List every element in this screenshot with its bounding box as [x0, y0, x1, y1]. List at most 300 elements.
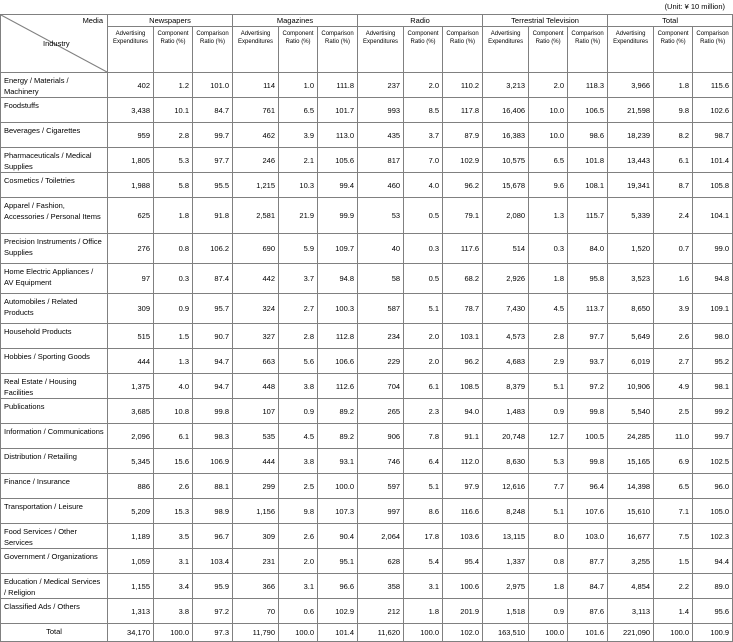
- value-cell: 16,383: [483, 123, 529, 148]
- value-cell: 87.7: [568, 549, 608, 574]
- value-cell: 94.4: [693, 549, 733, 574]
- value-cell: 3.1: [404, 574, 443, 599]
- subheader-expenditures: Advertising Expenditures: [358, 27, 404, 73]
- value-cell: 2,581: [233, 198, 279, 234]
- value-cell: 97.7: [193, 148, 233, 173]
- value-cell: 6.1: [654, 148, 693, 173]
- value-cell: 99.8: [568, 399, 608, 424]
- value-cell: 95.2: [693, 349, 733, 374]
- value-cell: 109.7: [318, 234, 358, 264]
- value-cell: 6.5: [654, 474, 693, 499]
- industry-cell: Classified Ads / Others: [1, 599, 108, 624]
- table-row: [1, 123, 733, 148]
- value-cell: 10.1: [154, 98, 193, 123]
- value-cell: 1.8: [529, 574, 568, 599]
- value-cell: 12.7: [529, 424, 568, 449]
- value-cell: 96.2: [443, 173, 483, 198]
- value-cell: 105.6: [318, 148, 358, 173]
- value-cell: 309: [108, 294, 154, 324]
- value-cell: 95.6: [693, 599, 733, 624]
- value-cell: 2.1: [279, 148, 318, 173]
- value-cell: 15,165: [608, 449, 654, 474]
- corner-header-cell: [1, 15, 108, 73]
- total-value-cell: 100.0: [279, 624, 318, 642]
- value-cell: 4,683: [483, 349, 529, 374]
- value-cell: 105.8: [693, 173, 733, 198]
- value-cell: 21.9: [279, 198, 318, 234]
- value-cell: 94.8: [318, 264, 358, 294]
- value-cell: 9.8: [654, 98, 693, 123]
- value-cell: 58: [358, 264, 404, 294]
- value-cell: 99.2: [693, 399, 733, 424]
- value-cell: 2.7: [654, 349, 693, 374]
- value-cell: 514: [483, 234, 529, 264]
- value-cell: 88.1: [193, 474, 233, 499]
- total-value-cell: 101.4: [318, 624, 358, 642]
- value-cell: 997: [358, 499, 404, 524]
- value-cell: 3.9: [279, 123, 318, 148]
- value-cell: 1,375: [108, 374, 154, 399]
- value-cell: 96.6: [318, 574, 358, 599]
- value-cell: 4.5: [529, 294, 568, 324]
- value-cell: 15,678: [483, 173, 529, 198]
- industry-cell: Foodstuffs: [1, 98, 108, 123]
- value-cell: 2.0: [404, 324, 443, 349]
- value-cell: 324: [233, 294, 279, 324]
- industry-cell: Home Electric Appliances / AV Equipment: [1, 264, 108, 294]
- value-cell: 2.5: [654, 399, 693, 424]
- value-cell: 95.1: [318, 549, 358, 574]
- value-cell: 435: [358, 123, 404, 148]
- table-row: [1, 599, 733, 624]
- value-cell: 212: [358, 599, 404, 624]
- industry-cell: Real Estate / Housing Facilities: [1, 374, 108, 399]
- subheader-comparison-ratio: Comparison Ratio (%): [443, 27, 483, 73]
- value-cell: 746: [358, 449, 404, 474]
- value-cell: 87.9: [443, 123, 483, 148]
- value-cell: 107.3: [318, 499, 358, 524]
- value-cell: 448: [233, 374, 279, 399]
- value-cell: 99.4: [318, 173, 358, 198]
- value-cell: 5.1: [529, 499, 568, 524]
- value-cell: 231: [233, 549, 279, 574]
- value-cell: 108.5: [443, 374, 483, 399]
- value-cell: 101.8: [568, 148, 608, 173]
- value-cell: 5.4: [404, 549, 443, 574]
- value-cell: 7.0: [404, 148, 443, 173]
- value-cell: 442: [233, 264, 279, 294]
- value-cell: 309: [233, 524, 279, 549]
- value-cell: 17.8: [404, 524, 443, 549]
- industry-cell: Education / Medical Services / Religion: [1, 574, 108, 599]
- industry-cell: Food Services / Other Services: [1, 524, 108, 549]
- value-cell: 109.1: [693, 294, 733, 324]
- value-cell: 13,115: [483, 524, 529, 549]
- value-cell: 0.8: [154, 234, 193, 264]
- value-cell: 99.0: [693, 234, 733, 264]
- value-cell: 2,064: [358, 524, 404, 549]
- value-cell: 1.8: [529, 264, 568, 294]
- value-cell: 3,255: [608, 549, 654, 574]
- value-cell: 1,520: [608, 234, 654, 264]
- value-cell: 96.4: [568, 474, 608, 499]
- industry-cell: Distribution / Retailing: [1, 449, 108, 474]
- total-value-cell: 100.0: [529, 624, 568, 642]
- value-cell: 276: [108, 234, 154, 264]
- value-cell: 106.5: [568, 98, 608, 123]
- value-cell: 95.5: [193, 173, 233, 198]
- table-row: [1, 234, 733, 264]
- industry-cell: Government / Organizations: [1, 549, 108, 574]
- value-cell: 10.8: [154, 399, 193, 424]
- value-cell: 1,313: [108, 599, 154, 624]
- value-cell: 761: [233, 98, 279, 123]
- value-cell: 5.8: [154, 173, 193, 198]
- value-cell: 10.0: [529, 98, 568, 123]
- value-cell: 101.4: [693, 148, 733, 173]
- value-cell: 8.2: [654, 123, 693, 148]
- value-cell: 0.9: [529, 599, 568, 624]
- industry-cell: Finance / Insurance: [1, 474, 108, 499]
- value-cell: 5,209: [108, 499, 154, 524]
- value-cell: 3,438: [108, 98, 154, 123]
- value-cell: 2,096: [108, 424, 154, 449]
- corner-media-label: Media: [82, 16, 103, 25]
- value-cell: 2.6: [154, 474, 193, 499]
- value-cell: 40: [358, 234, 404, 264]
- value-cell: 8.0: [529, 524, 568, 549]
- value-cell: 2.2: [654, 574, 693, 599]
- value-cell: 99.8: [193, 399, 233, 424]
- value-cell: 5.1: [404, 474, 443, 499]
- value-cell: 106.2: [193, 234, 233, 264]
- value-cell: 1,518: [483, 599, 529, 624]
- value-cell: 690: [233, 234, 279, 264]
- value-cell: 2.9: [529, 349, 568, 374]
- value-cell: 4.0: [154, 374, 193, 399]
- value-cell: 0.3: [529, 234, 568, 264]
- value-cell: 97.2: [193, 599, 233, 624]
- value-cell: 98.0: [693, 324, 733, 349]
- value-cell: 96.7: [193, 524, 233, 549]
- value-cell: 97: [108, 264, 154, 294]
- value-cell: 15,610: [608, 499, 654, 524]
- value-cell: 460: [358, 173, 404, 198]
- subheader-comparison-ratio: Comparison Ratio (%): [568, 27, 608, 73]
- value-cell: 327: [233, 324, 279, 349]
- value-cell: 21,598: [608, 98, 654, 123]
- industry-cell: Automobiles / Related Products: [1, 294, 108, 324]
- value-cell: 100.3: [318, 294, 358, 324]
- value-cell: 7.7: [529, 474, 568, 499]
- value-cell: 0.9: [529, 399, 568, 424]
- value-cell: 201.9: [443, 599, 483, 624]
- table-row: [1, 349, 733, 374]
- value-cell: 4,854: [608, 574, 654, 599]
- value-cell: 110.2: [443, 73, 483, 98]
- value-cell: 6.1: [154, 424, 193, 449]
- value-cell: 6.5: [529, 148, 568, 173]
- value-cell: 2.6: [654, 324, 693, 349]
- value-cell: 90.7: [193, 324, 233, 349]
- value-cell: 817: [358, 148, 404, 173]
- table-row: [1, 474, 733, 499]
- total-value-cell: 11,790: [233, 624, 279, 642]
- table-row: [1, 294, 733, 324]
- value-cell: 444: [233, 449, 279, 474]
- value-cell: 0.8: [529, 549, 568, 574]
- value-cell: 0.9: [154, 294, 193, 324]
- value-cell: 265: [358, 399, 404, 424]
- value-cell: 2.0: [529, 73, 568, 98]
- value-cell: 98.3: [193, 424, 233, 449]
- value-cell: 10.0: [529, 123, 568, 148]
- value-cell: 8.7: [654, 173, 693, 198]
- total-value-cell: 102.0: [443, 624, 483, 642]
- value-cell: 18,239: [608, 123, 654, 148]
- value-cell: 10.3: [279, 173, 318, 198]
- value-cell: 93.1: [318, 449, 358, 474]
- value-cell: 1.6: [654, 264, 693, 294]
- value-cell: 84.7: [193, 98, 233, 123]
- value-cell: 96.2: [443, 349, 483, 374]
- value-cell: 91.8: [193, 198, 233, 234]
- value-cell: 3.7: [404, 123, 443, 148]
- value-cell: 98.9: [193, 499, 233, 524]
- value-cell: 0.6: [279, 599, 318, 624]
- value-cell: 663: [233, 349, 279, 374]
- value-cell: 94.7: [193, 374, 233, 399]
- value-cell: 8.5: [404, 98, 443, 123]
- subheader-row: [1, 27, 733, 73]
- value-cell: 99.9: [318, 198, 358, 234]
- industry-cell: Hobbies / Sporting Goods: [1, 349, 108, 374]
- table-row: [1, 399, 733, 424]
- value-cell: 3,966: [608, 73, 654, 98]
- subheader-component-ratio: Component Ratio (%): [529, 27, 568, 73]
- value-cell: 91.1: [443, 424, 483, 449]
- value-cell: 89.0: [693, 574, 733, 599]
- industry-cell: Pharmaceuticals / Medical Supplies: [1, 148, 108, 173]
- value-cell: 89.2: [318, 424, 358, 449]
- value-cell: 5.3: [154, 148, 193, 173]
- value-cell: 10,575: [483, 148, 529, 173]
- industry-cell: Information / Communications: [1, 424, 108, 449]
- total-value-cell: 11,620: [358, 624, 404, 642]
- subheader-expenditures: Advertising Expenditures: [108, 27, 154, 73]
- industry-cell: Transportation / Leisure: [1, 499, 108, 524]
- value-cell: 103.0: [568, 524, 608, 549]
- value-cell: 8,379: [483, 374, 529, 399]
- value-cell: 444: [108, 349, 154, 374]
- value-cell: 102.9: [443, 148, 483, 173]
- media-header-newspapers: Newspapers: [108, 15, 233, 27]
- value-cell: 16,677: [608, 524, 654, 549]
- value-cell: 3.7: [279, 264, 318, 294]
- value-cell: 515: [108, 324, 154, 349]
- table-row: [1, 449, 733, 474]
- value-cell: 6.4: [404, 449, 443, 474]
- value-cell: 234: [358, 324, 404, 349]
- value-cell: 6,019: [608, 349, 654, 374]
- value-cell: 2.0: [404, 73, 443, 98]
- value-cell: 1.5: [654, 549, 693, 574]
- table-row: [1, 549, 733, 574]
- value-cell: 113.7: [568, 294, 608, 324]
- value-cell: 1,059: [108, 549, 154, 574]
- industry-cell: Cosmetics / Toiletries: [1, 173, 108, 198]
- value-cell: 89.2: [318, 399, 358, 424]
- value-cell: 79.1: [443, 198, 483, 234]
- value-cell: 9.8: [279, 499, 318, 524]
- value-cell: 95.4: [443, 549, 483, 574]
- value-cell: 115.6: [693, 73, 733, 98]
- industry-cell: Energy / Materials / Machinery: [1, 73, 108, 98]
- value-cell: 4.5: [279, 424, 318, 449]
- industry-cell: Household Products: [1, 324, 108, 349]
- value-cell: 1,805: [108, 148, 154, 173]
- value-cell: 597: [358, 474, 404, 499]
- value-cell: 5.9: [279, 234, 318, 264]
- value-cell: 98.1: [693, 374, 733, 399]
- value-cell: 1,215: [233, 173, 279, 198]
- total-row: [1, 624, 733, 642]
- value-cell: 2.5: [279, 474, 318, 499]
- value-cell: 115.7: [568, 198, 608, 234]
- value-cell: 1.5: [154, 324, 193, 349]
- value-cell: 3.8: [279, 449, 318, 474]
- value-cell: 90.4: [318, 524, 358, 549]
- value-cell: 246: [233, 148, 279, 173]
- value-cell: 96.0: [693, 474, 733, 499]
- value-cell: 53: [358, 198, 404, 234]
- value-cell: 108.1: [568, 173, 608, 198]
- value-cell: 2.0: [404, 349, 443, 374]
- table-row: [1, 499, 733, 524]
- value-cell: 5.1: [404, 294, 443, 324]
- value-cell: 104.1: [693, 198, 733, 234]
- value-cell: 4,573: [483, 324, 529, 349]
- value-cell: 2.8: [279, 324, 318, 349]
- value-cell: 97.7: [568, 324, 608, 349]
- value-cell: 95.7: [193, 294, 233, 324]
- value-cell: 15.3: [154, 499, 193, 524]
- value-cell: 7,430: [483, 294, 529, 324]
- value-cell: 3.1: [154, 549, 193, 574]
- value-cell: 1,189: [108, 524, 154, 549]
- value-cell: 1,483: [483, 399, 529, 424]
- value-cell: 112.0: [443, 449, 483, 474]
- value-cell: 1,155: [108, 574, 154, 599]
- table-row: [1, 574, 733, 599]
- value-cell: 8.6: [404, 499, 443, 524]
- unit-note: (Unit: ¥ 10 million): [664, 2, 725, 11]
- value-cell: 6.1: [404, 374, 443, 399]
- value-cell: 0.3: [154, 264, 193, 294]
- value-cell: 906: [358, 424, 404, 449]
- value-cell: 2,080: [483, 198, 529, 234]
- value-cell: 5,339: [608, 198, 654, 234]
- value-cell: 103.4: [193, 549, 233, 574]
- value-cell: 103.6: [443, 524, 483, 549]
- value-cell: 95.8: [568, 264, 608, 294]
- value-cell: 20,748: [483, 424, 529, 449]
- value-cell: 95.9: [193, 574, 233, 599]
- value-cell: 0.5: [404, 264, 443, 294]
- value-cell: 299: [233, 474, 279, 499]
- value-cell: 1,156: [233, 499, 279, 524]
- total-value-cell: 97.3: [193, 624, 233, 642]
- value-cell: 100.0: [318, 474, 358, 499]
- value-cell: 114: [233, 73, 279, 98]
- subheader-component-ratio: Component Ratio (%): [279, 27, 318, 73]
- value-cell: 7.1: [654, 499, 693, 524]
- value-cell: 102.6: [693, 98, 733, 123]
- subheader-expenditures: Advertising Expenditures: [483, 27, 529, 73]
- value-cell: 8,248: [483, 499, 529, 524]
- industry-cell: Beverages / Cigarettes: [1, 123, 108, 148]
- value-cell: 2.4: [654, 198, 693, 234]
- value-cell: 98.6: [568, 123, 608, 148]
- value-cell: 993: [358, 98, 404, 123]
- value-cell: 358: [358, 574, 404, 599]
- value-cell: 229: [358, 349, 404, 374]
- value-cell: 94.7: [193, 349, 233, 374]
- value-cell: 78.7: [443, 294, 483, 324]
- value-cell: 94.0: [443, 399, 483, 424]
- value-cell: 8,630: [483, 449, 529, 474]
- value-cell: 3.1: [279, 574, 318, 599]
- value-cell: 68.2: [443, 264, 483, 294]
- value-cell: 535: [233, 424, 279, 449]
- value-cell: 99.7: [693, 424, 733, 449]
- table-row: [1, 198, 733, 234]
- value-cell: 587: [358, 294, 404, 324]
- value-cell: 4.9: [654, 374, 693, 399]
- value-cell: 100.5: [568, 424, 608, 449]
- subheader-expenditures: Advertising Expenditures: [608, 27, 654, 73]
- value-cell: 1.3: [154, 349, 193, 374]
- value-cell: 106.9: [193, 449, 233, 474]
- value-cell: 70: [233, 599, 279, 624]
- table-row: [1, 524, 733, 549]
- value-cell: 3,213: [483, 73, 529, 98]
- value-cell: 87.6: [568, 599, 608, 624]
- value-cell: 11.0: [654, 424, 693, 449]
- total-value-cell: 100.0: [404, 624, 443, 642]
- value-cell: 14,398: [608, 474, 654, 499]
- subheader-component-ratio: Component Ratio (%): [404, 27, 443, 73]
- total-label: Total: [1, 624, 108, 642]
- value-cell: 112.6: [318, 374, 358, 399]
- value-cell: 118.3: [568, 73, 608, 98]
- value-cell: 1.4: [654, 599, 693, 624]
- value-cell: 7.8: [404, 424, 443, 449]
- table-row: [1, 98, 733, 123]
- value-cell: 4.0: [404, 173, 443, 198]
- value-cell: 704: [358, 374, 404, 399]
- value-cell: 84.0: [568, 234, 608, 264]
- value-cell: 959: [108, 123, 154, 148]
- value-cell: 97.2: [568, 374, 608, 399]
- subheader-component-ratio: Component Ratio (%): [654, 27, 693, 73]
- value-cell: 462: [233, 123, 279, 148]
- total-value-cell: 221,090: [608, 624, 654, 642]
- value-cell: 3,523: [608, 264, 654, 294]
- total-value-cell: 100.9: [693, 624, 733, 642]
- value-cell: 5,345: [108, 449, 154, 474]
- value-cell: 100.6: [443, 574, 483, 599]
